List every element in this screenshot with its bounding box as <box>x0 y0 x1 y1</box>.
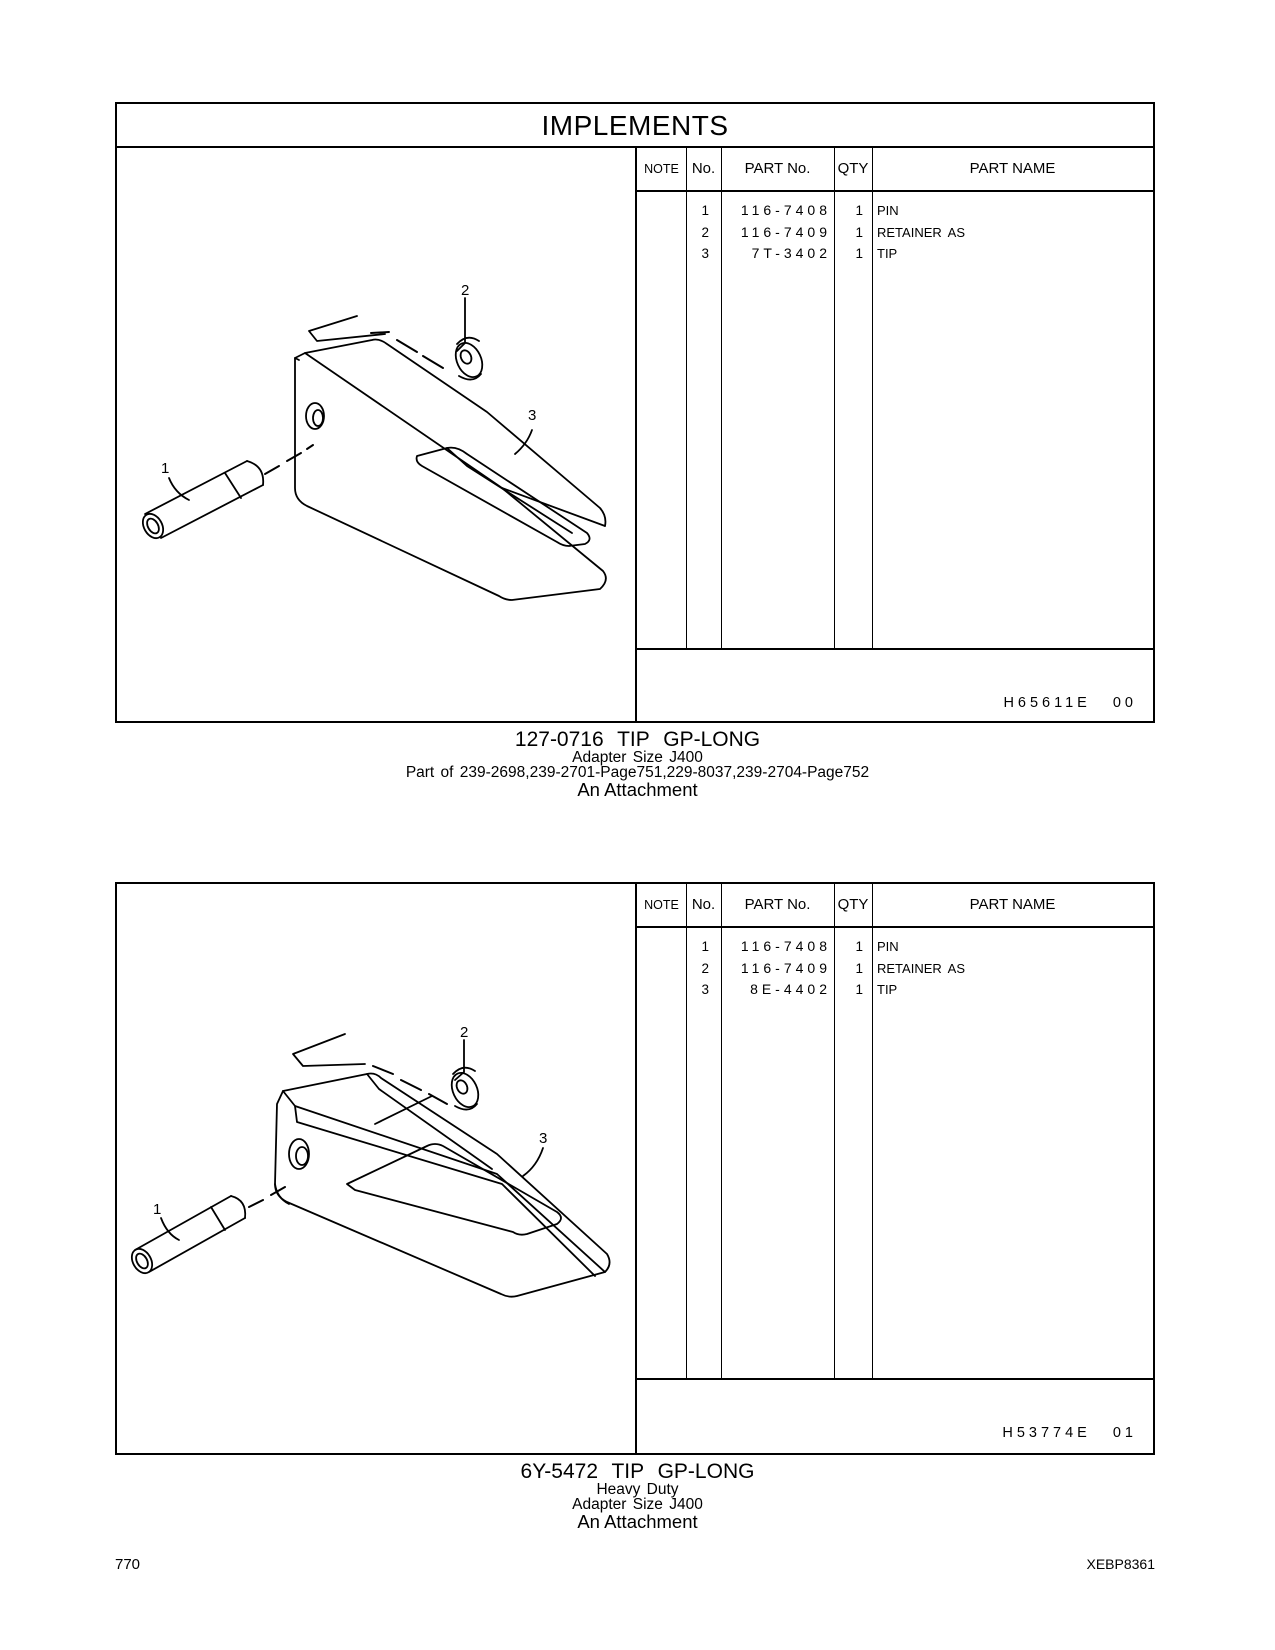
col-no: No. <box>691 896 716 913</box>
caption-line: Heavy Duty <box>596 1481 679 1498</box>
caption-2 <box>0 1462 1275 1531</box>
tip-illustration-1 <box>117 148 637 723</box>
callout-1: 1 <box>161 460 170 477</box>
tip-illustration-2 <box>117 884 637 1453</box>
table-row <box>637 222 1153 244</box>
row-part-no: 8E-4402 <box>750 981 831 997</box>
row-part-no: 116-7409 <box>740 959 831 976</box>
caption-title: 6Y-5472 TIP GP-LONG <box>520 1460 755 1483</box>
table-row <box>637 979 1153 1001</box>
caption-footer: An Attachment <box>577 779 698 800</box>
parts-panel-2 <box>115 882 1155 1455</box>
parts-table-2 <box>637 884 1153 1453</box>
row-qty: 1 <box>855 224 863 240</box>
callout-2: 2 <box>461 282 470 299</box>
row-no: 3 <box>701 982 709 997</box>
col-part-no: PART No. <box>744 160 811 177</box>
caption-1 <box>0 730 1275 799</box>
col-part-name: PART NAME <box>969 160 1056 177</box>
parts-panel-1 <box>115 102 1155 723</box>
table-header <box>637 884 1153 928</box>
col-note: NOTE <box>644 898 679 912</box>
row-part-name: RETAINER AS <box>877 960 966 976</box>
caption-line: Adapter Size J400 <box>572 1496 703 1513</box>
row-part-name: TIP <box>877 246 898 261</box>
drawing-code: H53774E 01 <box>1002 1425 1137 1441</box>
caption-line: Part of 239-2698,239-2701-Page751,229-8037,239-2704-Page752 <box>405 764 870 781</box>
callout-2: 2 <box>460 1024 469 1041</box>
callout-1: 1 <box>153 1201 162 1218</box>
row-qty: 1 <box>855 982 863 997</box>
drawing-code: H65611E 00 <box>1003 695 1137 711</box>
row-part-no: 7T-3402 <box>751 245 831 261</box>
parts-table-1 <box>637 148 1153 723</box>
row-no: 1 <box>701 203 709 218</box>
row-no: 1 <box>701 939 709 954</box>
col-qty: QTY <box>837 896 869 913</box>
col-no: No. <box>691 160 716 177</box>
callout-3: 3 <box>539 1130 548 1147</box>
col-qty: QTY <box>837 160 869 177</box>
row-part-name: PIN <box>877 203 899 218</box>
table-footer <box>637 1378 1153 1453</box>
row-part-name: RETAINER AS <box>877 224 966 240</box>
table-row <box>637 958 1153 980</box>
caption-title: 127-0716 TIP GP-LONG <box>514 728 761 751</box>
row-no: 2 <box>701 960 709 976</box>
section-title: IMPLEMENTS <box>117 104 1153 148</box>
table-row <box>637 243 1153 265</box>
row-part-no: 116-7408 <box>740 938 831 954</box>
table-header <box>637 148 1153 192</box>
document-code: XEBP8361 <box>1086 1556 1155 1572</box>
caption-footer: An Attachment <box>577 1511 698 1532</box>
row-qty: 1 <box>855 203 863 218</box>
col-part-no: PART No. <box>744 896 811 913</box>
caption-line: Adapter Size J400 <box>572 749 703 766</box>
row-part-name: TIP <box>877 982 898 997</box>
row-qty: 1 <box>855 246 863 261</box>
page-number: 770 <box>115 1556 141 1573</box>
table-footer <box>637 648 1153 723</box>
callout-3: 3 <box>528 407 537 424</box>
row-no: 3 <box>701 246 709 261</box>
row-part-no: 116-7408 <box>740 202 831 218</box>
row-no: 2 <box>701 224 709 240</box>
table-row <box>637 936 1153 958</box>
col-note: NOTE <box>644 162 679 176</box>
row-part-name: PIN <box>877 939 899 954</box>
table-row <box>637 200 1153 222</box>
row-qty: 1 <box>855 939 863 954</box>
row-qty: 1 <box>855 960 863 976</box>
row-part-no: 116-7409 <box>740 223 831 240</box>
col-part-name: PART NAME <box>969 896 1056 913</box>
